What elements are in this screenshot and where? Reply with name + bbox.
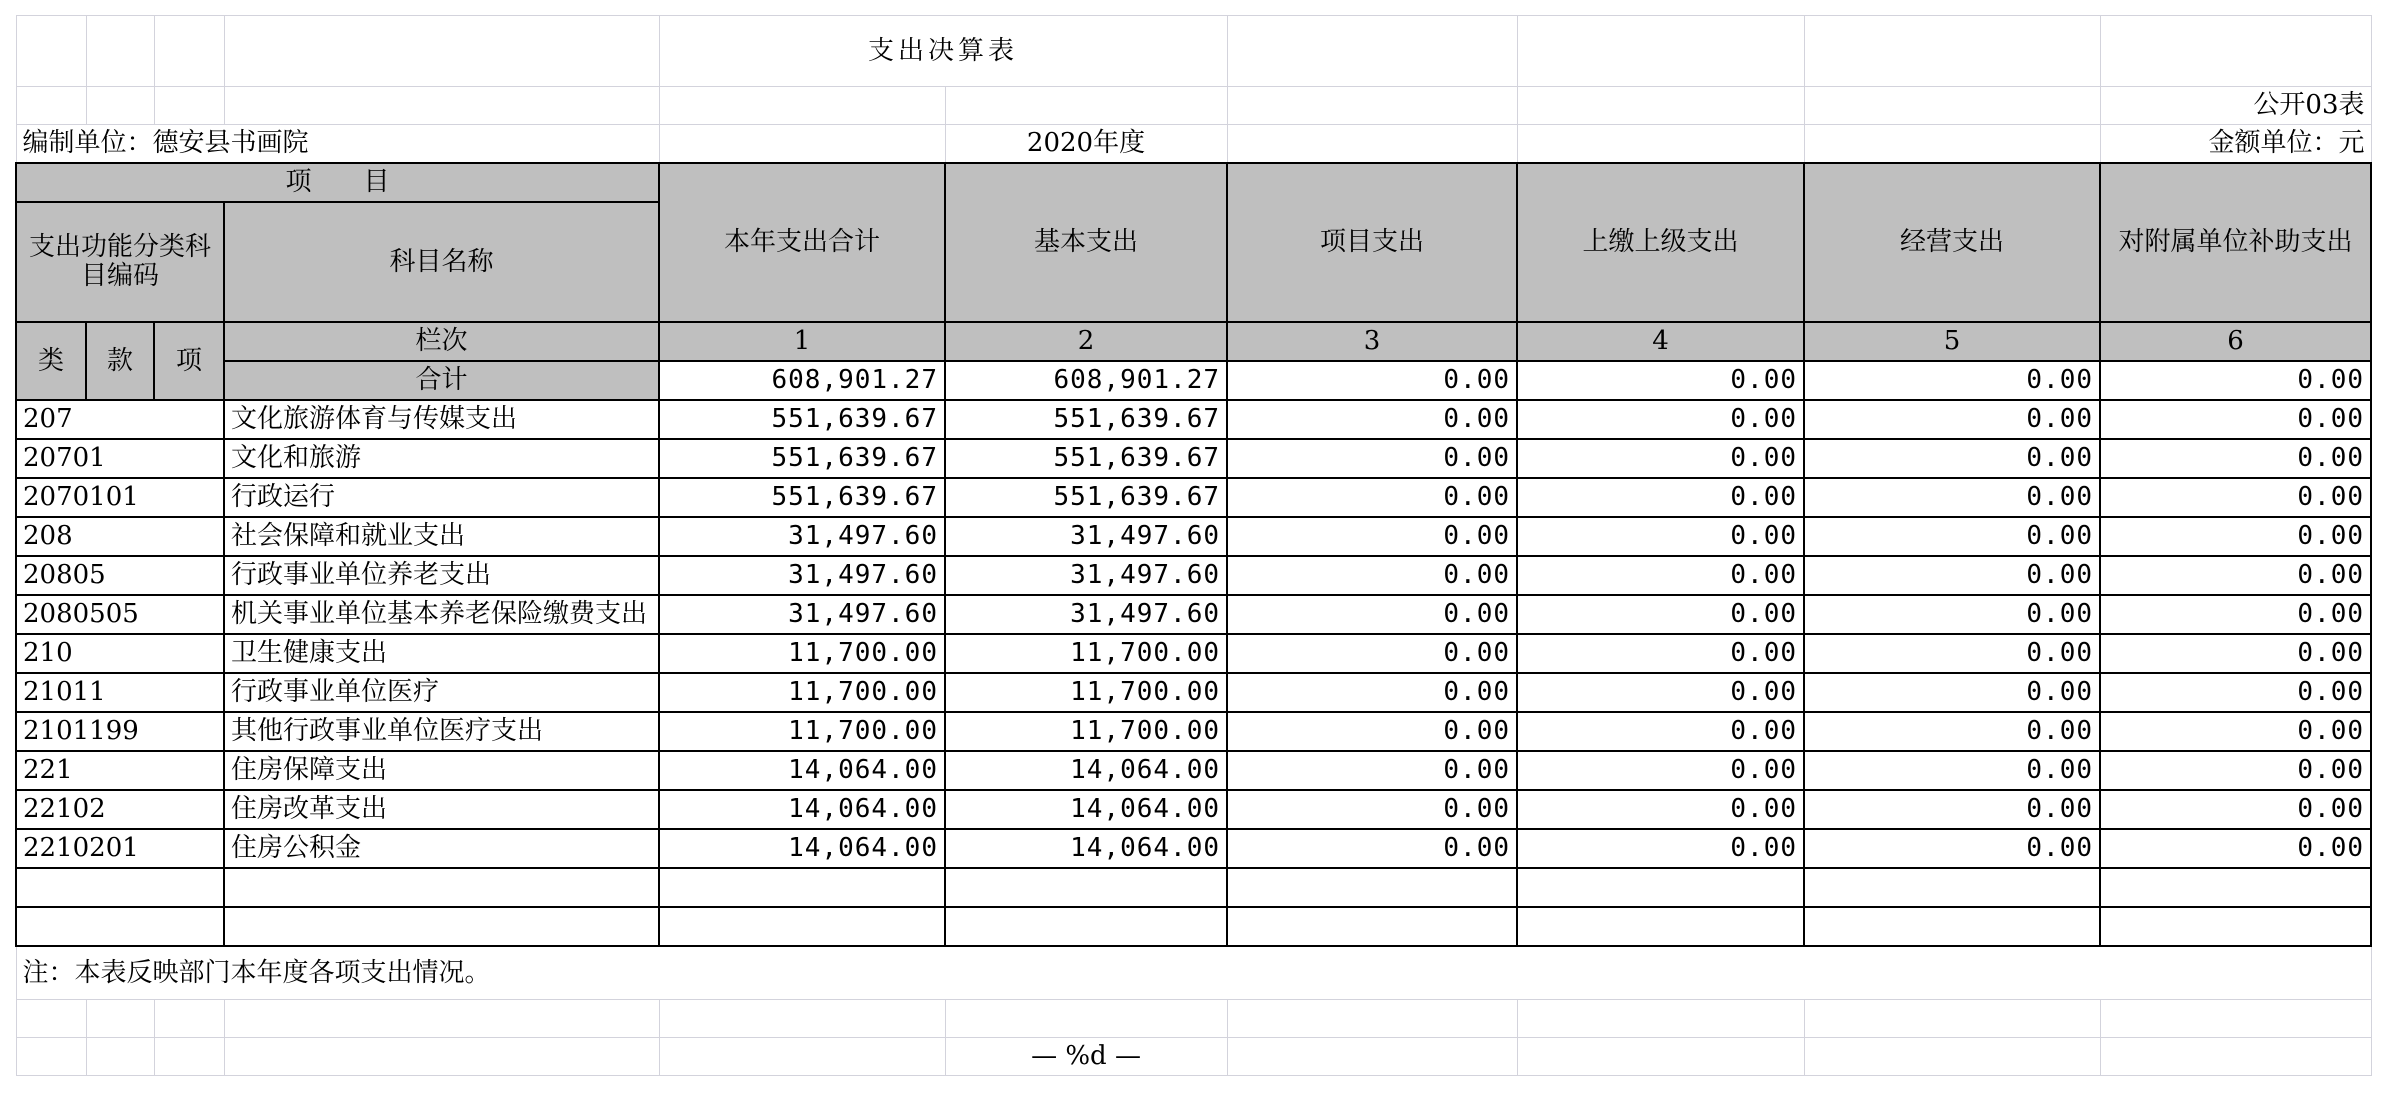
row-value-1: 31,497.60: [659, 595, 945, 634]
total-value-5: 0.00: [1804, 361, 2100, 400]
row-code: 2101199: [16, 712, 224, 751]
row-value-1: 551,639.67: [659, 400, 945, 439]
table-row: [16, 517, 2371, 556]
total-value-1: 608,901.27: [659, 361, 945, 400]
row-code: 207: [16, 400, 224, 439]
row-value-3: 0.00: [1227, 829, 1517, 868]
row-value-5: 0.00: [1804, 829, 2100, 868]
table-row: [16, 556, 2371, 595]
row-code: 210: [16, 634, 224, 673]
page-footer: — %d —: [945, 1038, 1227, 1076]
row-value-3: 0.00: [1227, 634, 1517, 673]
row-subject-name: 文化和旅游: [224, 439, 659, 478]
fiscal-year: 2020年度: [945, 125, 1227, 164]
item-header: 项 目: [16, 163, 659, 202]
row-value-2: 551,639.67: [945, 400, 1227, 439]
col-header-5: 经营支出: [1804, 163, 2100, 322]
row-value-5: 0.00: [1804, 790, 2100, 829]
total-value-3: 0.00: [1227, 361, 1517, 400]
table-row: [16, 400, 2371, 439]
table-row: [16, 673, 2371, 712]
row-value-4: 0.00: [1517, 712, 1804, 751]
row-value-5: 0.00: [1804, 556, 2100, 595]
row-code: 22102: [16, 790, 224, 829]
total-value-2: 608,901.27: [945, 361, 1227, 400]
total-row: [16, 361, 2371, 400]
row-value-2: 14,064.00: [945, 790, 1227, 829]
row-subject-name: 社会保障和就业支出: [224, 517, 659, 556]
row-subject-name: 其他行政事业单位医疗支出: [224, 712, 659, 751]
row-value-6: 0.00: [2100, 790, 2371, 829]
table-number: 公开03表: [2100, 87, 2371, 125]
col-header-4: 上缴上级支出: [1517, 163, 1804, 322]
row-value-4: 0.00: [1517, 439, 1804, 478]
row-value-5: 0.00: [1804, 439, 2100, 478]
row-code: 208: [16, 517, 224, 556]
col-header-2: 基本支出: [945, 163, 1227, 322]
currency-unit: 金额单位：元: [2100, 125, 2371, 164]
xiang-header: 项: [154, 322, 224, 400]
row-value-6: 0.00: [2100, 517, 2371, 556]
row-value-3: 0.00: [1227, 517, 1517, 556]
total-label: 合计: [224, 361, 659, 400]
col-header-3: 项目支出: [1227, 163, 1517, 322]
row-subject-name: 卫生健康支出: [224, 634, 659, 673]
row-value-2: 14,064.00: [945, 751, 1227, 790]
row-value-2: 551,639.67: [945, 478, 1227, 517]
row-value-1: 31,497.60: [659, 556, 945, 595]
row-value-5: 0.00: [1804, 751, 2100, 790]
col-number-1: 1: [659, 322, 945, 361]
row-value-4: 0.00: [1517, 478, 1804, 517]
row-value-3: 0.00: [1227, 595, 1517, 634]
row-code: 2080505: [16, 595, 224, 634]
table-row: [16, 595, 2371, 634]
table-row: [16, 634, 2371, 673]
row-code: 21011: [16, 673, 224, 712]
row-code: 221: [16, 751, 224, 790]
subject-name-header: 科目名称: [224, 202, 659, 322]
row-value-5: 0.00: [1804, 712, 2100, 751]
row-subject-name: 文化旅游体育与传媒支出: [224, 400, 659, 439]
row-subject-name: 住房改革支出: [224, 790, 659, 829]
row-value-1: 551,639.67: [659, 478, 945, 517]
row-value-6: 0.00: [2100, 751, 2371, 790]
row-subject-name: 住房公积金: [224, 829, 659, 868]
row-code: 2210201: [16, 829, 224, 868]
row-value-1: 14,064.00: [659, 790, 945, 829]
row-value-1: 14,064.00: [659, 751, 945, 790]
row-value-6: 0.00: [2100, 400, 2371, 439]
lei-header: 类: [16, 322, 86, 400]
kuan-header: 款: [86, 322, 154, 400]
row-value-6: 0.00: [2100, 478, 2371, 517]
row-value-4: 0.00: [1517, 673, 1804, 712]
row-value-6: 0.00: [2100, 556, 2371, 595]
total-value-6: 0.00: [2100, 361, 2371, 400]
row-value-3: 0.00: [1227, 712, 1517, 751]
row-value-5: 0.00: [1804, 634, 2100, 673]
row-value-2: 11,700.00: [945, 712, 1227, 751]
lanci-header: 栏次: [224, 322, 659, 361]
table-row: [16, 790, 2371, 829]
row-value-6: 0.00: [2100, 595, 2371, 634]
row-value-6: 0.00: [2100, 712, 2371, 751]
note: 注：本表反映部门本年度各项支出情况。: [16, 946, 2371, 1000]
row-value-1: 11,700.00: [659, 673, 945, 712]
row-subject-name: 住房保障支出: [224, 751, 659, 790]
row-value-5: 0.00: [1804, 517, 2100, 556]
col-header-1: 本年支出合计: [659, 163, 945, 322]
row-value-4: 0.00: [1517, 595, 1804, 634]
row-subject-name: 行政事业单位养老支出: [224, 556, 659, 595]
row-value-5: 0.00: [1804, 400, 2100, 439]
col-number-6: 6: [2100, 322, 2371, 361]
col-number-5: 5: [1804, 322, 2100, 361]
row-value-3: 0.00: [1227, 751, 1517, 790]
row-code: 20701: [16, 439, 224, 478]
row-value-3: 0.00: [1227, 673, 1517, 712]
row-value-3: 0.00: [1227, 790, 1517, 829]
col-number-4: 4: [1517, 322, 1804, 361]
row-value-2: 11,700.00: [945, 634, 1227, 673]
row-value-1: 551,639.67: [659, 439, 945, 478]
row-value-5: 0.00: [1804, 595, 2100, 634]
table-row: [16, 829, 2371, 868]
row-value-4: 0.00: [1517, 634, 1804, 673]
row-value-1: 31,497.60: [659, 517, 945, 556]
row-value-6: 0.00: [2100, 439, 2371, 478]
row-value-6: 0.00: [2100, 634, 2371, 673]
table-row: [16, 439, 2371, 478]
row-value-5: 0.00: [1804, 478, 2100, 517]
col-number-2: 2: [945, 322, 1227, 361]
row-value-3: 0.00: [1227, 439, 1517, 478]
row-value-6: 0.00: [2100, 673, 2371, 712]
table-row: [16, 712, 2371, 751]
page-title: 支出决算表: [659, 16, 1227, 87]
row-value-5: 0.00: [1804, 673, 2100, 712]
row-value-2: 11,700.00: [945, 673, 1227, 712]
row-code: 20805: [16, 556, 224, 595]
row-code: 2070101: [16, 478, 224, 517]
row-value-3: 0.00: [1227, 556, 1517, 595]
table-row: [16, 478, 2371, 517]
row-subject-name: 机关事业单位基本养老保险缴费支出: [224, 595, 659, 634]
row-value-6: 0.00: [2100, 829, 2371, 868]
row-value-4: 0.00: [1517, 556, 1804, 595]
row-value-3: 0.00: [1227, 400, 1517, 439]
row-value-2: 551,639.67: [945, 439, 1227, 478]
row-value-4: 0.00: [1517, 517, 1804, 556]
col-header-6: 对附属单位补助支出: [2100, 163, 2371, 322]
row-value-4: 0.00: [1517, 829, 1804, 868]
row-value-2: 31,497.60: [945, 595, 1227, 634]
row-subject-name: 行政运行: [224, 478, 659, 517]
row-value-2: 31,497.60: [945, 556, 1227, 595]
expenditure-sheet: [15, 15, 2372, 1076]
row-value-3: 0.00: [1227, 478, 1517, 517]
col-number-3: 3: [1227, 322, 1517, 361]
row-value-4: 0.00: [1517, 400, 1804, 439]
unit-label: 编制单位：德安县书画院: [16, 125, 659, 164]
row-value-1: 14,064.00: [659, 829, 945, 868]
row-value-4: 0.00: [1517, 751, 1804, 790]
code-group-header: 支出功能分类科目编码: [16, 202, 224, 322]
row-value-4: 0.00: [1517, 790, 1804, 829]
row-subject-name: 行政事业单位医疗: [224, 673, 659, 712]
row-value-2: 31,497.60: [945, 517, 1227, 556]
table-row: [16, 751, 2371, 790]
row-value-1: 11,700.00: [659, 712, 945, 751]
row-value-2: 14,064.00: [945, 829, 1227, 868]
row-value-1: 11,700.00: [659, 634, 945, 673]
total-value-4: 0.00: [1517, 361, 1804, 400]
